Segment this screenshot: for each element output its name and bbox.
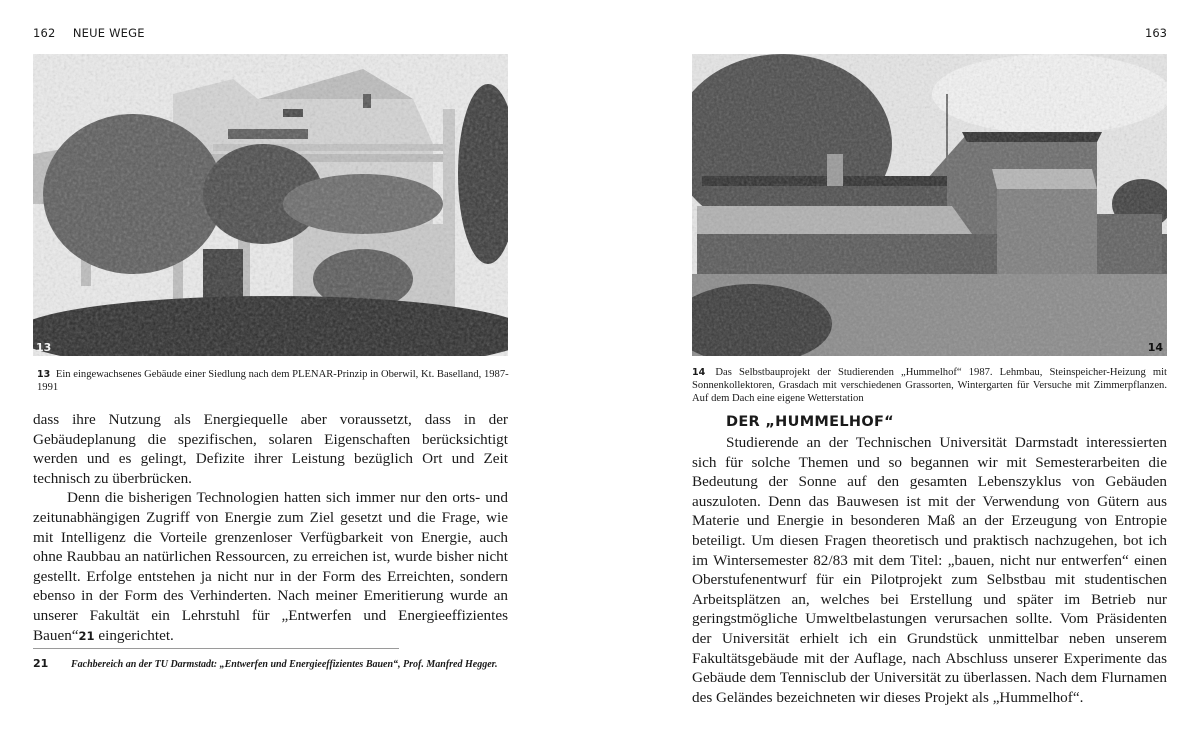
figure-13-photo: [33, 54, 508, 356]
house-photo-illustration: [33, 54, 508, 356]
caption-14-number: 14: [692, 367, 706, 378]
footnote-divider: [33, 648, 399, 649]
left-body-text: [33, 410, 508, 646]
footnote-21: [33, 657, 503, 670]
left-paragraph-1: dass ihre Nutzung als Energiequelle aber voraussetzt, dass in der Gebäudeplanung die spezifischen, solaren Eigenschaften berücksichtigt werden und es gelingt, Defizite ihrer Leistung bezüglich Ort und Zeit technisch zu überbrücken.: [33, 411, 508, 487]
caption-13-text: Ein eingewachsenes Gebäude einer Siedlung nach dem PLENAR-Prinzip in Oberwil, Kt. Baselland, 1987-1991: [37, 369, 509, 393]
footnote-number: 21: [33, 657, 49, 670]
footnote-text: Fachbereich an der TU Darmstadt: „Entwerfen und Energieeffizientes Bauen“, Prof. Manfred Hegger.: [71, 659, 498, 670]
left-paragraph-2: [33, 488, 508, 646]
caption-14-text: Das Selbstbauprojekt der Studierenden „Hummelhof“ 1987. Lehmbau, Steinspeicher-Heizung mit Sonnenkollektoren, Grasdach mit verschiedenen Grassorten, Wintergarten für Versuche mit Zimmerpflanzen. Auf dem Dach eine eigene Wetterstation: [692, 367, 1168, 404]
figure-14-caption: [692, 366, 1167, 405]
running-head-left: [33, 26, 145, 40]
figure-13-number-overlay: 13: [36, 341, 52, 354]
caption-13-number: 13: [37, 369, 51, 380]
footnote-reference-21[interactable]: 21: [78, 628, 95, 643]
right-paragraph-1: Studierende an der Technischen Universität Darmstadt interessierten sich für solche Themen und so begannen wir mit Semesterarbeiten die Bedeutung der Sonne auf den gesamten Lebenszyklus von Gebäuden auszuloten. Denn das Bauwesen ist mit der Verwendung von Gütern aus Materie und Energie in besonderen Maß an der Erzeugung von Entropie beteiligt. Um diesen Fragen theoretisch und praktisch nachzugehen, bot ich im Wintersemester 82/83 mit dem Titel: „bauen, nicht nur entwerfen“ einen Oberstufenentwurf für ein Pilotprojekt zum Selbstbau mit studentischen Arbeitsplätzen an, welches bei Erstellung und später im Betrieb nur geringstmögliche Umweltbelastungen verursachen sollte. Vom Präsidenten der Universität erhielt ich ein Grundstück unmittelbar neben unserem Fakultätsgebäude mit der Auflage, nach Abschluss unserer Experimente das Gebäude dem Tennisclub der Universität zu überlassen. Nach dem Flurnamen des Geländes bezeichneten wir dieses Projekt als „Hummelhof“.: [692, 434, 1167, 706]
page-number-left: 162: [33, 26, 56, 40]
figure-13-caption: [37, 368, 517, 394]
left-paragraph-2-text: Denn die bisherigen Technologien hatten sich immer nur den orts- und zeitunabhängigen Zugriff von Energie zum Ziel gesetzt und die Frage, wie mit Intelligenz die Vorteile grenzenloser Verfügbarkeit von Energie, auch ohne Raubbau an natürlichen Ressourcen, zu erreichen ist, wurde bisher nicht gestellt. Erfolge entstehen ja nicht nur in der Form des Erreichten, sondern ebenso in der Form des Verhinderten. Nach meiner Emeritierung wurde an unserer Fakultät ein Lehrstuhl für „Entwerfen und Energieeffizientes Bauen“: [33, 489, 508, 644]
figure-14-photo: [692, 54, 1167, 356]
left-paragraph-2-end: eingerichtet.: [94, 626, 174, 644]
figure-14-number-overlay: 14: [1147, 341, 1163, 354]
page-number-right: 163: [1145, 26, 1167, 40]
right-body-text: [692, 433, 1167, 707]
section-heading-hummelhof: DER „HUMMELHOF“: [726, 414, 894, 430]
running-head-title: NEUE WEGE: [72, 26, 145, 40]
hummelhof-photo-illustration: [692, 54, 1167, 356]
